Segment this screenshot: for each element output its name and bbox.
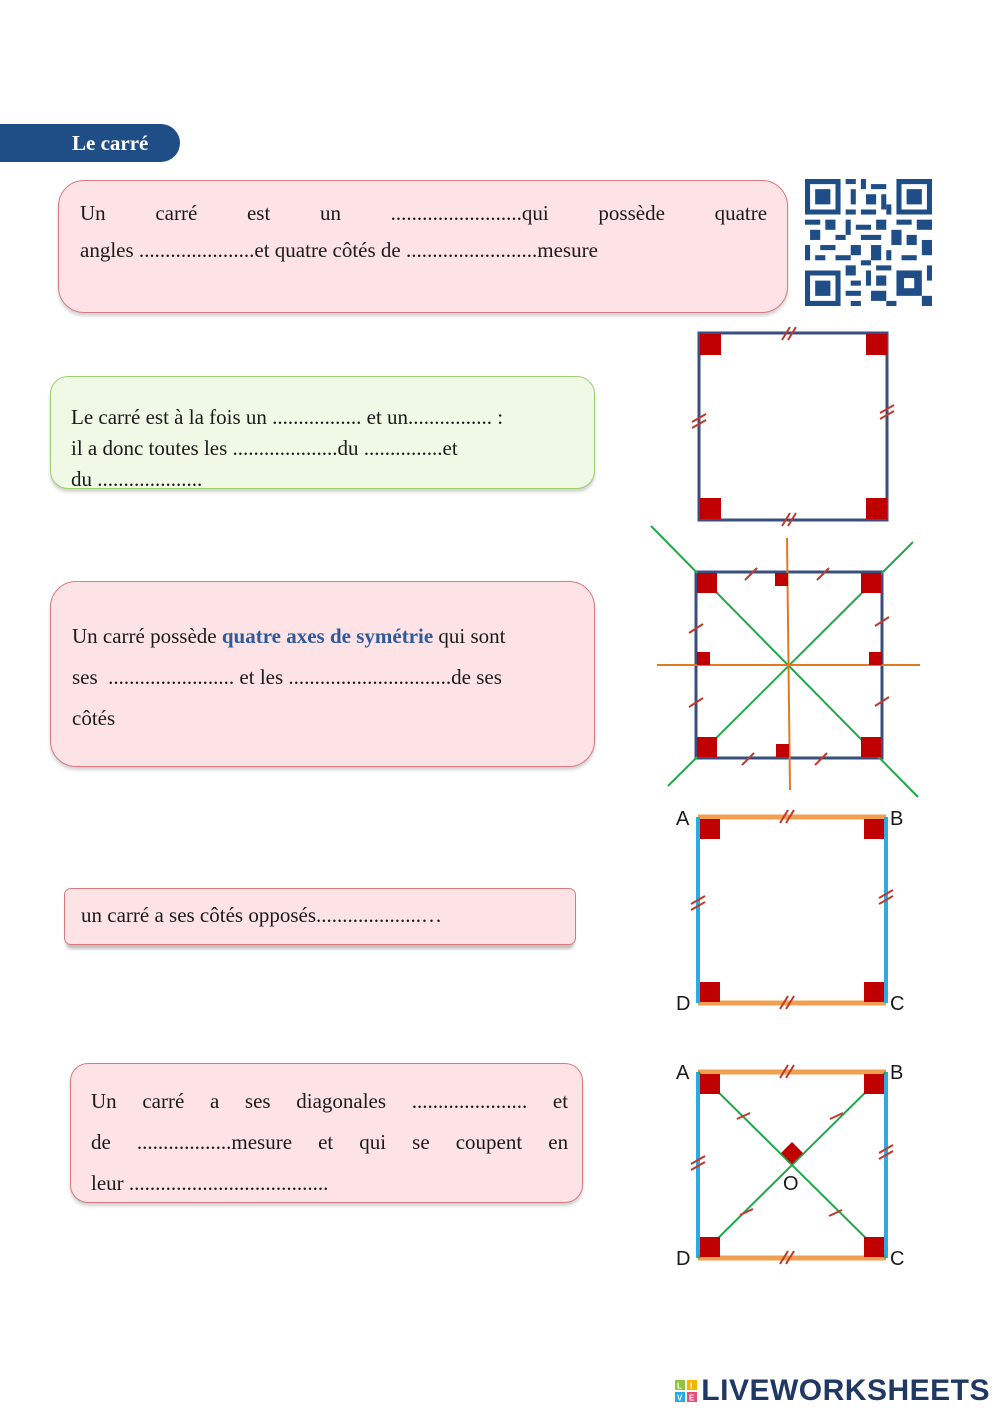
- diagonals-line-3: leur ......................................: [91, 1171, 329, 1195]
- svg-text:V: V: [677, 1393, 684, 1402]
- definition-box: [58, 180, 788, 313]
- vertex-label-c: C: [890, 1248, 905, 1270]
- vertex-label-b: B: [890, 808, 904, 830]
- qr-code-icon[interactable]: [805, 179, 932, 306]
- vertex-label-d: D: [676, 993, 691, 1015]
- vertex-label-a: A: [676, 1062, 690, 1084]
- diagonals-box: [70, 1063, 583, 1203]
- symmetry-axes-figure: [645, 520, 925, 805]
- square-is-both-line-2: il a donc toutes les ....................du ...............et: [71, 436, 458, 460]
- diagonals-figure: [670, 1055, 915, 1275]
- square-figure: [680, 320, 910, 535]
- square-is-both-line-3: du ....................: [71, 467, 203, 491]
- brand-name: LIVEWORKSHEETS: [701, 1374, 990, 1407]
- definition-line-2: angles ......................et quatre côtés de .........................mesure: [80, 238, 598, 262]
- vertex-label-b: B: [890, 1062, 904, 1084]
- liveworksheets-logo-icon: [675, 1380, 697, 1402]
- svg-text:E: E: [689, 1393, 696, 1402]
- center-label-o: O: [783, 1173, 799, 1195]
- symmetry-axes-box: [50, 581, 595, 767]
- opposite-sides-box: [64, 888, 576, 945]
- square-is-both-line-1: Le carré est à la fois un ................. et un................ :: [71, 405, 504, 429]
- symmetry-line-2: ses ........................ et les ...............................de ses: [72, 665, 502, 689]
- vertex-label-c: C: [890, 993, 905, 1015]
- svg-text:L: L: [677, 1381, 683, 1391]
- diagonals-line-2: de ..................mesure et qui se coupent en: [91, 1130, 569, 1154]
- definition-line-1: Un carré est un .........................qui possède quatre: [80, 201, 768, 225]
- svg-text:I: I: [690, 1381, 694, 1391]
- symmetry-highlight: quatre axes de symétrie: [221, 624, 434, 648]
- vertex-label-a: A: [676, 808, 690, 830]
- symmetry-line-1: Un carré possède quatre axes de symétrie qui sont: [72, 624, 506, 648]
- opposite-sides-figure: [670, 800, 915, 1018]
- liveworksheets-logo[interactable]: [675, 1374, 990, 1408]
- symmetry-line-3: côtés: [72, 706, 116, 730]
- opposite-sides-text: un carré a ses côtés opposés....................…: [81, 903, 442, 927]
- diagonals-line-1: Un carré a ses diagonales ...................... et: [91, 1089, 569, 1113]
- vertex-label-d: D: [676, 1248, 691, 1270]
- section-title: Le carré: [0, 124, 180, 162]
- square-is-both-box: [50, 376, 595, 489]
